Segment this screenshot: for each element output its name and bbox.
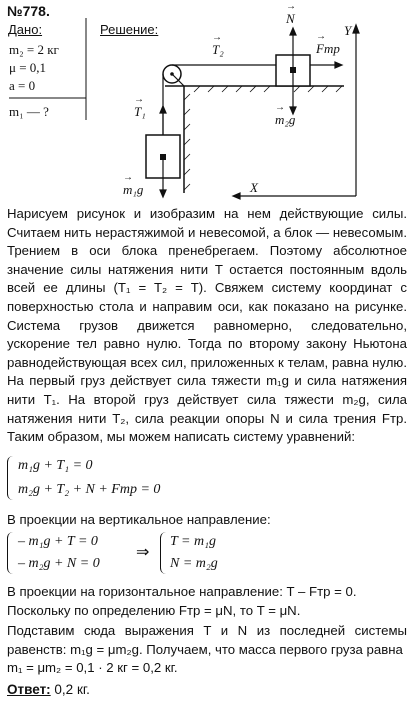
system1-brace bbox=[7, 456, 16, 500]
label-normal-force: → N bbox=[286, 11, 295, 27]
system2-right-brace bbox=[160, 532, 169, 574]
system2-left-brace bbox=[7, 532, 16, 574]
label-x-axis: X bbox=[250, 180, 258, 195]
pulley-bracket bbox=[172, 74, 184, 86]
system2-right-eq1: T = m₁g bbox=[170, 534, 216, 549]
friction-definition: Поскольку по определению Fтр = μN, то T = μN. bbox=[7, 603, 301, 618]
system2-left-eq2: – m₂g + N = 0 bbox=[18, 556, 100, 571]
normal-force-arrowhead bbox=[290, 28, 296, 35]
answer-value: 0,2 кг. bbox=[50, 682, 90, 697]
problem-number: №778. bbox=[7, 3, 50, 19]
solution-text bbox=[7, 205, 407, 447]
given-title: Дано: bbox=[8, 22, 43, 37]
table-hatching bbox=[184, 86, 342, 190]
substitution-text: Подставим сюда выражения T и N из последней системы равенств: m₁g = μm₂g. Получаем, что масса первого груза равна bbox=[7, 623, 407, 657]
implies-arrow: ⇒ bbox=[136, 544, 150, 561]
find-line: m₁ — ? bbox=[9, 104, 49, 119]
label-tension-1: → T₁ bbox=[134, 104, 146, 120]
system2-left-eq1: – m₁g + T = 0 bbox=[18, 534, 98, 549]
label-gravity-2: → m₂g bbox=[275, 112, 295, 128]
system1-eq1: m₁g + T₁ = 0 bbox=[18, 458, 93, 473]
system1-eq2: m₂g + T₂ + N + Fтр = 0 bbox=[18, 482, 161, 497]
system2-right-eq2: N = m₂g bbox=[170, 556, 218, 571]
answer-label: Ответ: bbox=[7, 682, 51, 697]
given-line-mu: μ = 0,1 bbox=[9, 60, 47, 75]
friction-arrowhead bbox=[335, 62, 342, 68]
label-friction: → Fтр bbox=[316, 41, 340, 57]
label-tension-2: → T₂ bbox=[212, 42, 224, 58]
tension1-arrowhead bbox=[160, 106, 166, 113]
x-axis-arrowhead bbox=[233, 193, 240, 199]
given-line-mass2: m₂ = 2 кг bbox=[9, 42, 59, 57]
vertical-projection-title: В проекции на вертикальное направление: bbox=[7, 512, 271, 527]
answer bbox=[7, 682, 90, 697]
result-line: m₁ = μm₂ = 0,1 · 2 кг = 0,2 кг. bbox=[7, 660, 178, 675]
paragraph-main: Нарисуем рисунок и изобразим на нем действующие силы. Считаем нить нерастяжимой и невесомой, а блок — невесомым. Трением в оси блока пренебрегаем. Поэтому абсолютное значение силы натяжения нити T остается постоянным вдоль всей ее длины (T₁ = T₂ = T). Свяжем систему координат с поверхностью стола и направим оси, как показано на рисунке. Система грузов движется равномерно, следовательно, ускорение тел равно нулю. Тогда по второму закону Ньютона равнодействующая всех сил, приложенных к телам, равна нулю. На первый груз действует сила тяжести m₁g и сила натяжения нити T₁. На второй груз действует сила тяжести m₂g, сила натяжения нити T₂, сила реакции опоры N и сила трения Fтр. Таким образом, мы можем написать систему уравнений: bbox=[7, 206, 407, 445]
label-y-axis: Y bbox=[344, 23, 352, 38]
gravity1-arrowhead bbox=[160, 190, 166, 197]
solution-title: Решение: bbox=[100, 22, 159, 37]
label-gravity-1: → m₁g bbox=[123, 182, 143, 198]
horizontal-projection: В проекции на горизонтальное направление: T – Fтр = 0. bbox=[7, 584, 357, 599]
given-line-accel: a = 0 bbox=[9, 78, 36, 93]
y-axis-arrowhead bbox=[353, 25, 359, 33]
